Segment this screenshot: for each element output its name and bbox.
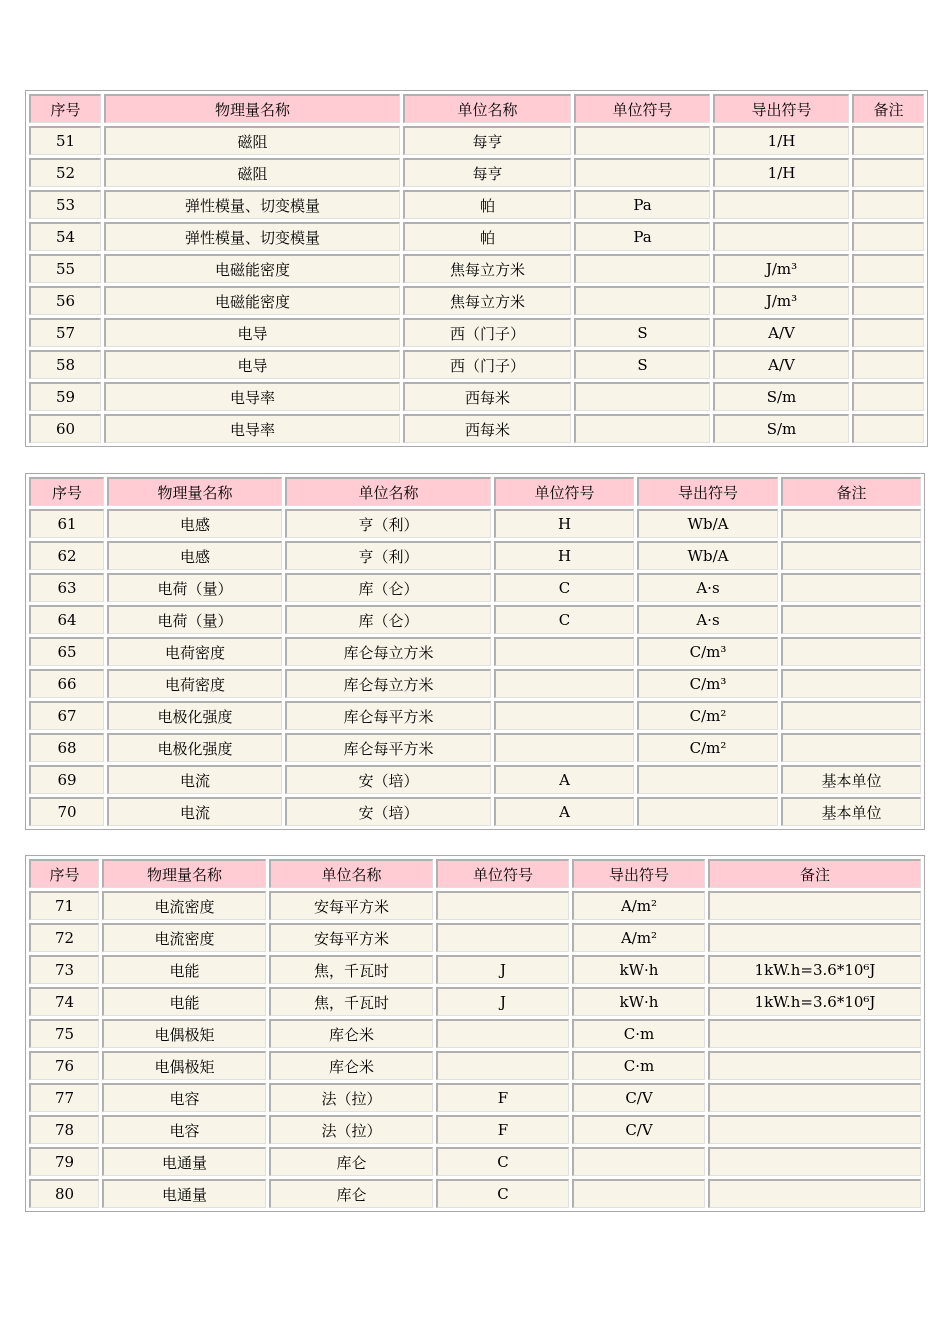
- unit-name-cell: 亨（利）: [285, 509, 491, 538]
- table-header: [29, 859, 921, 888]
- quantity-name-cell: 电流: [107, 797, 282, 826]
- seq-cell: 65: [29, 637, 104, 666]
- remark-cell: [852, 286, 924, 315]
- header-remark: 备注: [781, 477, 921, 506]
- remark-cell: [781, 541, 921, 570]
- unit-name-cell: 西每米: [403, 414, 571, 443]
- remark-cell: [781, 733, 921, 762]
- unit-name-cell: 亨（利）: [285, 541, 491, 570]
- quantity-name-cell: 弹性模量、切变模量: [104, 222, 400, 251]
- unit-symbol-cell: A: [494, 765, 634, 794]
- header-seq: 序号: [29, 477, 104, 506]
- unit-symbol-cell: [436, 891, 569, 920]
- unit-symbol-cell: H: [494, 541, 634, 570]
- remark-cell: [708, 923, 921, 952]
- derived-symbol-cell: S/m: [713, 414, 849, 443]
- header-row: [29, 477, 921, 506]
- derived-symbol-cell: A/V: [713, 350, 849, 379]
- unit-symbol-cell: [574, 126, 710, 155]
- derived-symbol-cell: [572, 1147, 705, 1176]
- derived-symbol-cell: [637, 797, 778, 826]
- seq-cell: 56: [29, 286, 101, 315]
- quantity-name-cell: 电磁能密度: [104, 254, 400, 283]
- remark-cell: [852, 158, 924, 187]
- derived-symbol-cell: C/V: [572, 1083, 705, 1112]
- unit-name-cell: 库仑: [269, 1147, 433, 1176]
- unit-name-cell: 西（门子）: [403, 318, 571, 347]
- unit-symbol-cell: [494, 701, 634, 730]
- unit-name-cell: 法（拉）: [269, 1083, 433, 1112]
- unit-name-cell: 焦，千瓦时: [269, 955, 433, 984]
- remark-cell: [852, 350, 924, 379]
- header-derived-symbol: 导出符号: [713, 94, 849, 123]
- derived-symbol-cell: A·s: [637, 573, 778, 602]
- unit-symbol-cell: F: [436, 1115, 569, 1144]
- seq-cell: 64: [29, 605, 104, 634]
- unit-name-cell: 安每平方米: [269, 923, 433, 952]
- quantity-name-cell: 电荷（量）: [107, 605, 282, 634]
- remark-cell: [708, 891, 921, 920]
- remark-cell: [781, 637, 921, 666]
- seq-cell: 63: [29, 573, 104, 602]
- seq-cell: 51: [29, 126, 101, 155]
- table-row: [29, 254, 924, 283]
- unit-symbol-cell: F: [436, 1083, 569, 1112]
- quantity-name-cell: 电通量: [102, 1179, 266, 1208]
- table-row: [29, 669, 921, 698]
- unit-symbol-cell: C: [494, 605, 634, 634]
- unit-symbol-cell: [436, 923, 569, 952]
- quantity-name-cell: 电偶极矩: [102, 1051, 266, 1080]
- derived-symbol-cell: [713, 222, 849, 251]
- remark-cell: [708, 1083, 921, 1112]
- unit-name-cell: 焦每立方米: [403, 254, 571, 283]
- seq-cell: 57: [29, 318, 101, 347]
- unit-symbol-cell: [436, 1019, 569, 1048]
- table-row: [29, 1019, 921, 1048]
- derived-symbol-cell: C/m²: [637, 701, 778, 730]
- unit-name-cell: 库仑每平方米: [285, 701, 491, 730]
- seq-cell: 68: [29, 733, 104, 762]
- unit-symbol-cell: J: [436, 955, 569, 984]
- remark-cell: 1kW.h=3.6*10⁶J: [708, 987, 921, 1016]
- quantity-name-cell: 电磁能密度: [104, 286, 400, 315]
- header-derived-symbol: 导出符号: [637, 477, 778, 506]
- seq-cell: 66: [29, 669, 104, 698]
- quantity-name-cell: 电荷密度: [107, 669, 282, 698]
- remark-cell: [708, 1019, 921, 1048]
- table-row: [29, 541, 921, 570]
- seq-cell: 67: [29, 701, 104, 730]
- unit-symbol-cell: [494, 637, 634, 666]
- derived-symbol-cell: kW·h: [572, 987, 705, 1016]
- unit-name-cell: 库仑每立方米: [285, 669, 491, 698]
- derived-symbol-cell: A/m²: [572, 891, 705, 920]
- derived-symbol-cell: Wb/A: [637, 509, 778, 538]
- seq-cell: 80: [29, 1179, 99, 1208]
- unit-symbol-cell: [574, 158, 710, 187]
- table-row: [29, 509, 921, 538]
- header-remark: 备注: [708, 859, 921, 888]
- header-quantity-name: 物理量名称: [107, 477, 282, 506]
- quantity-name-cell: 电能: [102, 987, 266, 1016]
- unit-symbol-cell: C: [494, 573, 634, 602]
- unit-table-1: [25, 90, 928, 447]
- unit-name-cell: 帕: [403, 190, 571, 219]
- table-row: [29, 350, 924, 379]
- table-row: [29, 1115, 921, 1144]
- unit-name-cell: 每亨: [403, 158, 571, 187]
- unit-name-cell: 库仑: [269, 1179, 433, 1208]
- remark-cell: [852, 414, 924, 443]
- seq-cell: 69: [29, 765, 104, 794]
- table-body: [29, 509, 921, 826]
- derived-symbol-cell: C/m³: [637, 637, 778, 666]
- remark-cell: [781, 509, 921, 538]
- unit-symbol-cell: C: [436, 1179, 569, 1208]
- quantity-name-cell: 电能: [102, 955, 266, 984]
- remark-cell: [708, 1147, 921, 1176]
- header-derived-symbol: 导出符号: [572, 859, 705, 888]
- unit-name-cell: 库仑每平方米: [285, 733, 491, 762]
- unit-symbol-cell: Pa: [574, 222, 710, 251]
- quantity-name-cell: 电极化强度: [107, 733, 282, 762]
- unit-name-cell: 法（拉）: [269, 1115, 433, 1144]
- quantity-name-cell: 电容: [102, 1083, 266, 1112]
- seq-cell: 71: [29, 891, 99, 920]
- derived-symbol-cell: [572, 1179, 705, 1208]
- unit-name-cell: 库仑米: [269, 1019, 433, 1048]
- remark-cell: [708, 1115, 921, 1144]
- remark-cell: [852, 126, 924, 155]
- derived-symbol-cell: C·m: [572, 1051, 705, 1080]
- table-row: [29, 573, 921, 602]
- quantity-name-cell: 电荷密度: [107, 637, 282, 666]
- quantity-name-cell: 电流密度: [102, 891, 266, 920]
- table-body: [29, 126, 924, 443]
- table-body: [29, 891, 921, 1208]
- quantity-name-cell: 电感: [107, 509, 282, 538]
- seq-cell: 55: [29, 254, 101, 283]
- seq-cell: 53: [29, 190, 101, 219]
- header-seq: 序号: [29, 859, 99, 888]
- unit-symbol-cell: H: [494, 509, 634, 538]
- remark-cell: 基本单位: [781, 765, 921, 794]
- derived-symbol-cell: S/m: [713, 382, 849, 411]
- remark-cell: [852, 254, 924, 283]
- quantity-name-cell: 电感: [107, 541, 282, 570]
- table-row: [29, 701, 921, 730]
- remark-cell: [781, 573, 921, 602]
- header-unit-symbol: 单位符号: [494, 477, 634, 506]
- header-row: [29, 94, 924, 123]
- seq-cell: 76: [29, 1051, 99, 1080]
- table-row: [29, 1147, 921, 1176]
- unit-name-cell: 西（门子）: [403, 350, 571, 379]
- table-row: [29, 891, 921, 920]
- remark-cell: 1kW.h=3.6*10⁶J: [708, 955, 921, 984]
- seq-cell: 73: [29, 955, 99, 984]
- derived-symbol-cell: J/m³: [713, 254, 849, 283]
- unit-symbol-cell: J: [436, 987, 569, 1016]
- derived-symbol-cell: 1/H: [713, 126, 849, 155]
- derived-symbol-cell: C/m²: [637, 733, 778, 762]
- seq-cell: 75: [29, 1019, 99, 1048]
- quantity-name-cell: 电导率: [104, 382, 400, 411]
- table-row: [29, 158, 924, 187]
- quantity-name-cell: 电流: [107, 765, 282, 794]
- seq-cell: 62: [29, 541, 104, 570]
- header-remark: 备注: [852, 94, 924, 123]
- table-row: [29, 955, 921, 984]
- unit-name-cell: 库（仑）: [285, 605, 491, 634]
- unit-symbol-cell: S: [574, 350, 710, 379]
- quantity-name-cell: 电导率: [104, 414, 400, 443]
- remark-cell: [708, 1179, 921, 1208]
- quantity-name-cell: 磁阻: [104, 158, 400, 187]
- table-row: [29, 286, 924, 315]
- table-row: [29, 1051, 921, 1080]
- table-row: [29, 318, 924, 347]
- unit-symbol-cell: C: [436, 1147, 569, 1176]
- header-quantity-name: 物理量名称: [102, 859, 266, 888]
- header-seq: 序号: [29, 94, 101, 123]
- unit-name-cell: 安每平方米: [269, 891, 433, 920]
- derived-symbol-cell: 1/H: [713, 158, 849, 187]
- remark-cell: [852, 382, 924, 411]
- remark-cell: [781, 605, 921, 634]
- remark-cell: [708, 1051, 921, 1080]
- unit-name-cell: 库（仑）: [285, 573, 491, 602]
- seq-cell: 77: [29, 1083, 99, 1112]
- derived-symbol-cell: Wb/A: [637, 541, 778, 570]
- table-row: [29, 765, 921, 794]
- header-quantity-name: 物理量名称: [104, 94, 400, 123]
- unit-name-cell: 库仑米: [269, 1051, 433, 1080]
- unit-symbol-cell: [436, 1051, 569, 1080]
- table-row: [29, 1083, 921, 1112]
- table-row: [29, 923, 921, 952]
- table-row: [29, 190, 924, 219]
- seq-cell: 52: [29, 158, 101, 187]
- quantity-name-cell: 电偶极矩: [102, 1019, 266, 1048]
- header-unit-symbol: 单位符号: [436, 859, 569, 888]
- derived-symbol-cell: A·s: [637, 605, 778, 634]
- seq-cell: 74: [29, 987, 99, 1016]
- seq-cell: 79: [29, 1147, 99, 1176]
- quantity-name-cell: 电荷（量）: [107, 573, 282, 602]
- quantity-name-cell: 磁阻: [104, 126, 400, 155]
- table-row: [29, 637, 921, 666]
- seq-cell: 78: [29, 1115, 99, 1144]
- remark-cell: 基本单位: [781, 797, 921, 826]
- unit-symbol-cell: S: [574, 318, 710, 347]
- seq-cell: 70: [29, 797, 104, 826]
- seq-cell: 61: [29, 509, 104, 538]
- unit-symbol-cell: [494, 669, 634, 698]
- remark-cell: [852, 190, 924, 219]
- table-row: [29, 987, 921, 1016]
- unit-name-cell: 安（培）: [285, 765, 491, 794]
- derived-symbol-cell: A/V: [713, 318, 849, 347]
- quantity-name-cell: 电容: [102, 1115, 266, 1144]
- derived-symbol-cell: C/m³: [637, 669, 778, 698]
- derived-symbol-cell: kW·h: [572, 955, 705, 984]
- table-row: [29, 126, 924, 155]
- table-row: [29, 797, 921, 826]
- unit-symbol-cell: [574, 286, 710, 315]
- quantity-name-cell: 电流密度: [102, 923, 266, 952]
- seq-cell: 58: [29, 350, 101, 379]
- unit-name-cell: 库仑每立方米: [285, 637, 491, 666]
- quantity-name-cell: 电导: [104, 350, 400, 379]
- header-row: [29, 859, 921, 888]
- table-row: [29, 605, 921, 634]
- seq-cell: 60: [29, 414, 101, 443]
- table-header: [29, 477, 921, 506]
- derived-symbol-cell: C/V: [572, 1115, 705, 1144]
- unit-name-cell: 焦，千瓦时: [269, 987, 433, 1016]
- table-row: [29, 733, 921, 762]
- unit-symbol-cell: A: [494, 797, 634, 826]
- quantity-name-cell: 电导: [104, 318, 400, 347]
- unit-symbol-cell: [574, 382, 710, 411]
- header-unit-name: 单位名称: [285, 477, 491, 506]
- unit-name-cell: 西每米: [403, 382, 571, 411]
- table-row: [29, 1179, 921, 1208]
- derived-symbol-cell: J/m³: [713, 286, 849, 315]
- derived-symbol-cell: [637, 765, 778, 794]
- unit-symbol-cell: [574, 254, 710, 283]
- quantity-name-cell: 电极化强度: [107, 701, 282, 730]
- unit-name-cell: 帕: [403, 222, 571, 251]
- derived-symbol-cell: [713, 190, 849, 219]
- remark-cell: [852, 222, 924, 251]
- unit-symbol-cell: [574, 414, 710, 443]
- seq-cell: 59: [29, 382, 101, 411]
- seq-cell: 72: [29, 923, 99, 952]
- header-unit-name: 单位名称: [269, 859, 433, 888]
- quantity-name-cell: 电通量: [102, 1147, 266, 1176]
- table-row: [29, 414, 924, 443]
- unit-name-cell: 安（培）: [285, 797, 491, 826]
- remark-cell: [852, 318, 924, 347]
- header-unit-name: 单位名称: [403, 94, 571, 123]
- unit-name-cell: 焦每立方米: [403, 286, 571, 315]
- derived-symbol-cell: A/m²: [572, 923, 705, 952]
- unit-symbol-cell: [494, 733, 634, 762]
- table-header: [29, 94, 924, 123]
- remark-cell: [781, 669, 921, 698]
- unit-table-3: [25, 855, 925, 1212]
- table-row: [29, 382, 924, 411]
- remark-cell: [781, 701, 921, 730]
- unit-table-2: [25, 473, 925, 830]
- header-unit-symbol: 单位符号: [574, 94, 710, 123]
- seq-cell: 54: [29, 222, 101, 251]
- quantity-name-cell: 弹性模量、切变模量: [104, 190, 400, 219]
- table-row: [29, 222, 924, 251]
- unit-name-cell: 每亨: [403, 126, 571, 155]
- derived-symbol-cell: C·m: [572, 1019, 705, 1048]
- unit-symbol-cell: Pa: [574, 190, 710, 219]
